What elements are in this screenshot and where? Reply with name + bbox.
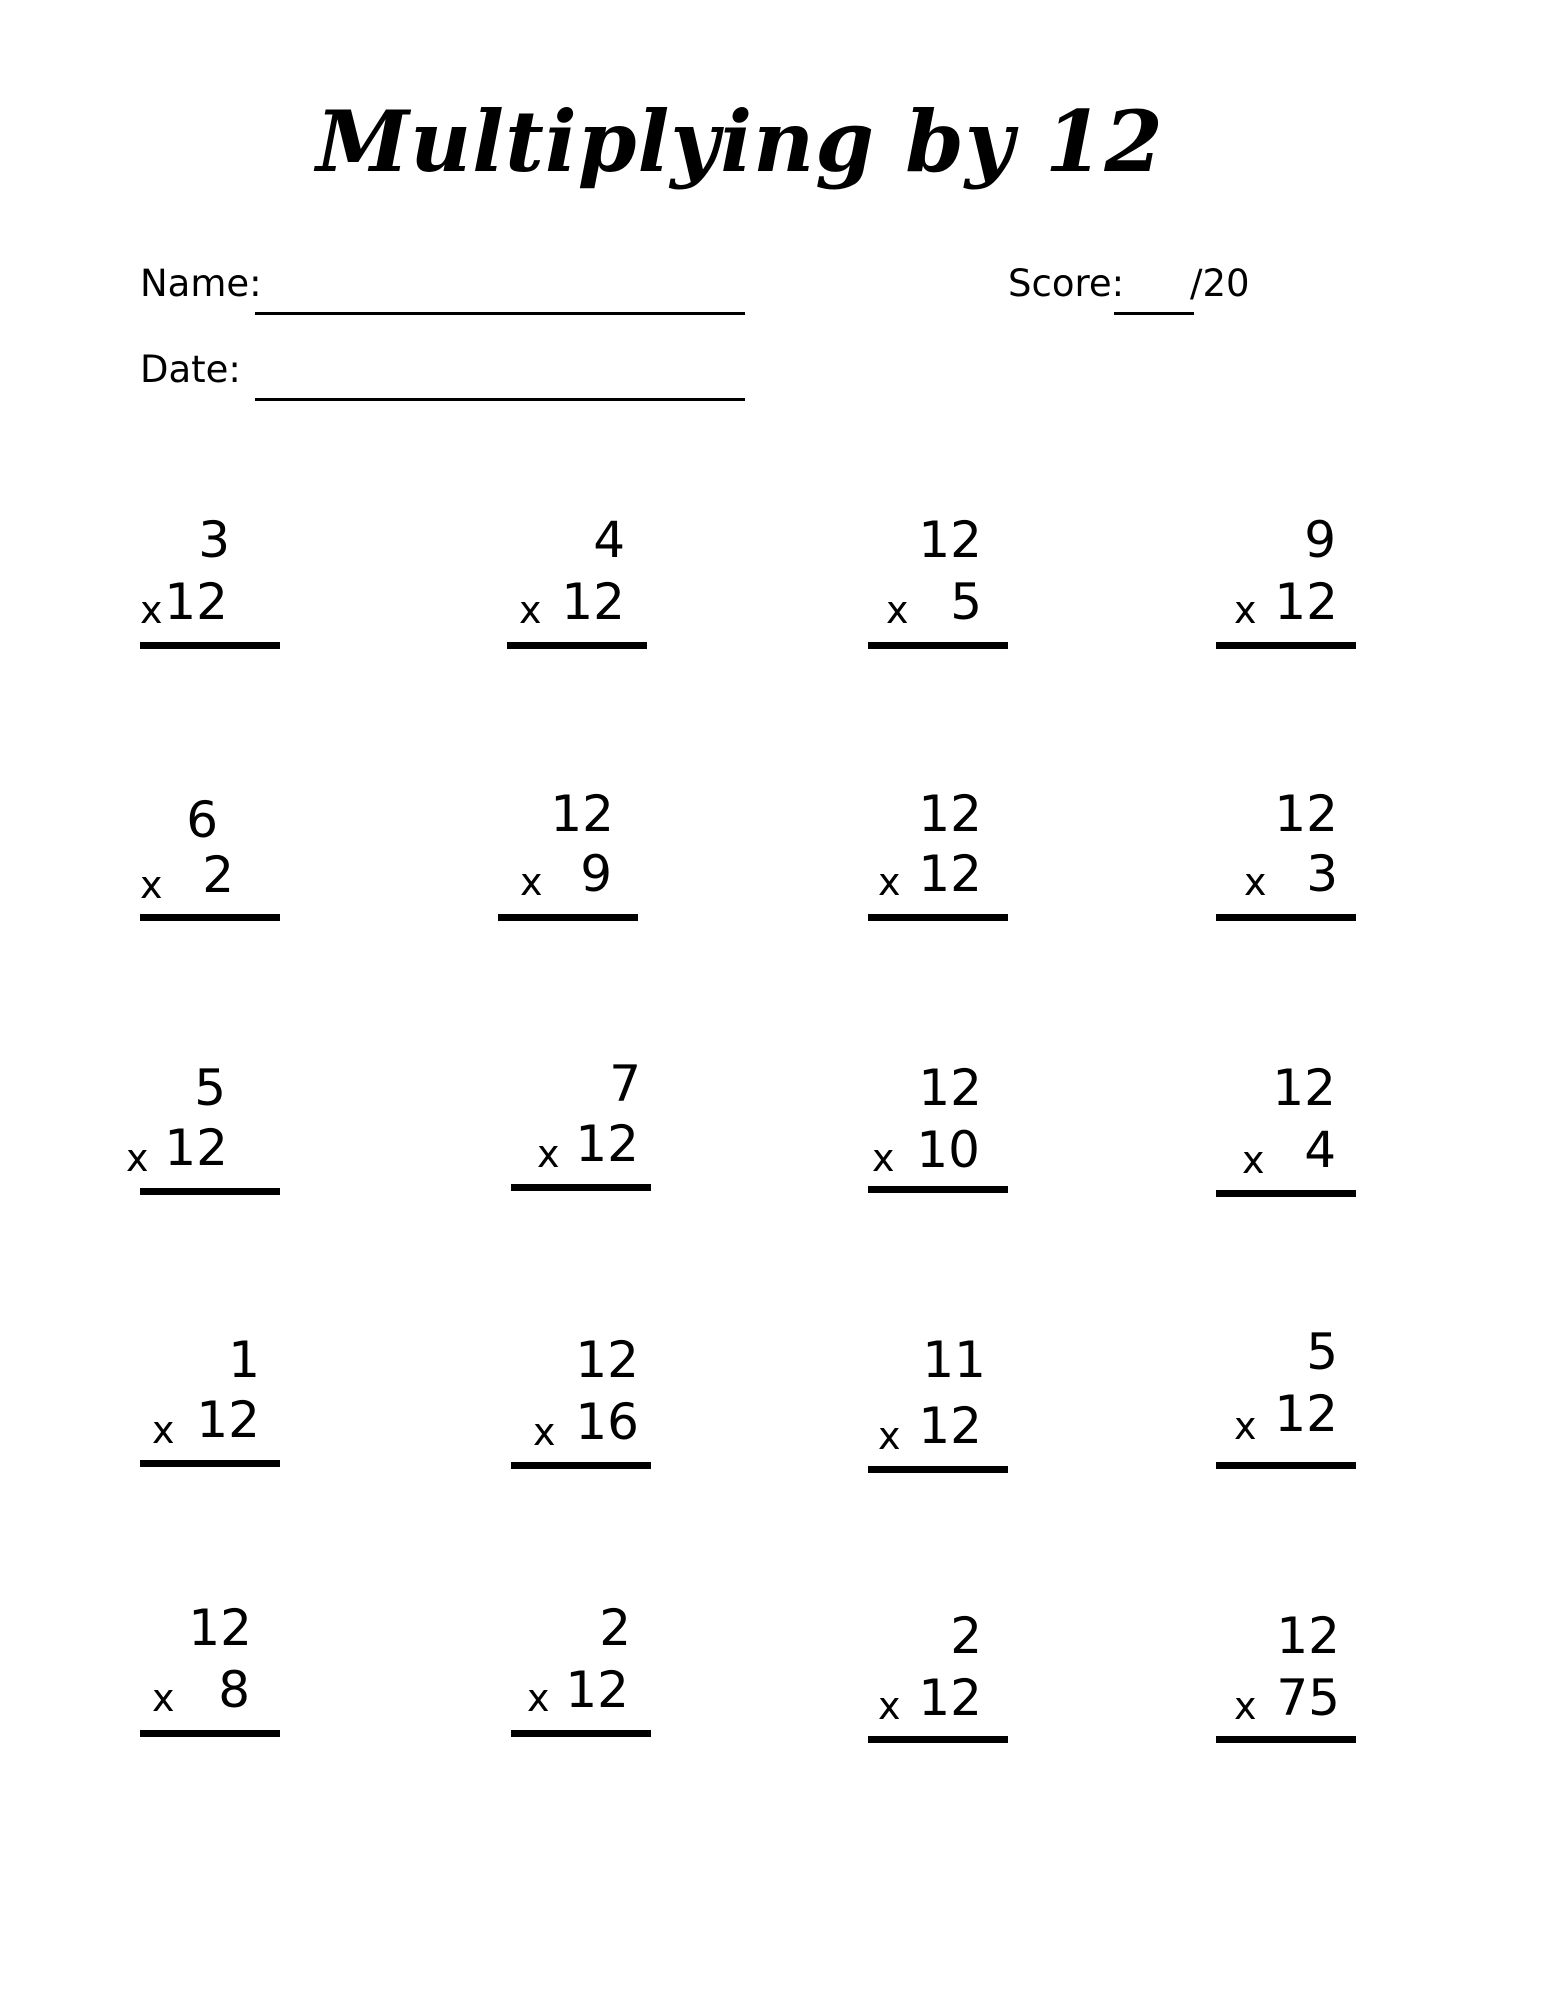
- problem-top-number: 4: [593, 511, 625, 569]
- problem-bottom-number: 12: [918, 845, 982, 903]
- problem-bottom-number: 2: [202, 846, 234, 904]
- answer-line: [1216, 1462, 1356, 1469]
- problem-top-number: 9: [1304, 511, 1336, 569]
- answer-line: [868, 914, 1008, 921]
- multiply-sign: x: [140, 588, 163, 632]
- problem-bottom-number: 12: [164, 1119, 228, 1177]
- multiply-sign: x: [1242, 1138, 1265, 1182]
- answer-line: [1216, 642, 1356, 649]
- problem-bottom-number: 12: [918, 1669, 982, 1727]
- problem-top-number: 12: [1272, 1059, 1336, 1117]
- multiply-sign: x: [519, 588, 542, 632]
- problem-top-number: 12: [575, 1331, 639, 1389]
- problem-1: [140, 510, 280, 660]
- problem-bottom-number: 12: [918, 1397, 982, 1455]
- answer-line: [868, 1736, 1008, 1743]
- multiply-sign: x: [527, 1676, 550, 1720]
- problem-bottom-number: 12: [196, 1391, 260, 1449]
- problem-18: [511, 1598, 651, 1748]
- problem-6: [498, 784, 638, 934]
- problem-top-number: 6: [186, 791, 218, 849]
- problem-bottom-number: 12: [575, 1115, 639, 1173]
- problem-bottom-number: 12: [565, 1661, 629, 1719]
- multiply-sign: x: [1234, 1404, 1257, 1448]
- problem-bottom-number: 12: [1274, 573, 1338, 631]
- problem-bottom-number: 5: [950, 573, 982, 631]
- problem-11: [868, 1058, 1008, 1208]
- problem-bottom-number: 12: [1274, 1385, 1338, 1443]
- problem-10: [511, 1054, 651, 1204]
- problem-top-number: 12: [188, 1599, 252, 1657]
- name-label: Name:: [140, 262, 262, 305]
- problem-14: [511, 1330, 651, 1480]
- answer-line: [868, 642, 1008, 649]
- answer-line: [1216, 1736, 1356, 1743]
- multiply-sign: x: [152, 1676, 175, 1720]
- problem-4: [1216, 510, 1356, 660]
- problem-top-number: 12: [550, 785, 614, 843]
- problem-9: [126, 1058, 266, 1208]
- problem-bottom-number: 8: [218, 1661, 250, 1719]
- answer-line: [140, 1730, 280, 1737]
- name-field-line[interactable]: [255, 312, 745, 315]
- answer-line: [511, 1462, 651, 1469]
- multiply-sign: x: [126, 1136, 149, 1180]
- answer-line: [511, 1184, 651, 1191]
- problem-top-number: 2: [950, 1607, 982, 1665]
- problem-bottom-number: 12: [164, 573, 228, 631]
- problem-top-number: 7: [609, 1055, 641, 1113]
- problem-top-number: 5: [194, 1059, 226, 1117]
- multiply-sign: x: [1244, 860, 1267, 904]
- problem-top-number: 12: [1274, 785, 1338, 843]
- problem-top-number: 5: [1306, 1323, 1338, 1381]
- answer-line: [140, 1460, 280, 1467]
- problem-16: [1216, 1322, 1356, 1472]
- problem-top-number: 12: [918, 511, 982, 569]
- problem-bottom-number: 75: [1276, 1669, 1340, 1727]
- problem-bottom-number: 12: [561, 573, 625, 631]
- problem-17: [140, 1598, 280, 1748]
- problem-3: [868, 510, 1008, 660]
- answer-line: [140, 1188, 280, 1195]
- answer-line: [140, 642, 280, 649]
- problem-12: [1216, 1058, 1356, 1208]
- answer-line: [498, 914, 638, 921]
- multiply-sign: x: [1234, 1684, 1257, 1728]
- multiply-sign: x: [520, 860, 543, 904]
- multiply-sign: x: [878, 1684, 901, 1728]
- answer-line: [868, 1466, 1008, 1473]
- worksheet-title: Multiplying by 12: [316, 92, 1164, 191]
- problem-top-number: 2: [599, 1599, 631, 1657]
- problem-5: [140, 790, 280, 940]
- problem-7: [868, 784, 1008, 934]
- problem-20: [1216, 1606, 1356, 1756]
- score-total: /20: [1190, 262, 1250, 305]
- score-label: Score:: [1008, 262, 1125, 305]
- multiply-sign: x: [872, 1136, 895, 1180]
- problem-15: [868, 1330, 1008, 1480]
- problem-19: [868, 1606, 1008, 1756]
- problem-bottom-number: 4: [1304, 1121, 1336, 1179]
- problem-top-number: 12: [918, 785, 982, 843]
- problem-bottom-number: 10: [916, 1121, 980, 1179]
- problem-13: [140, 1330, 280, 1480]
- answer-line: [1216, 914, 1356, 921]
- problem-bottom-number: 9: [580, 845, 612, 903]
- problem-top-number: 11: [922, 1331, 986, 1389]
- multiply-sign: x: [1234, 588, 1257, 632]
- problem-bottom-number: 3: [1306, 845, 1338, 903]
- score-field-line[interactable]: [1114, 312, 1194, 315]
- problem-top-number: 3: [198, 511, 230, 569]
- multiply-sign: x: [537, 1132, 560, 1176]
- problem-2: [507, 510, 647, 660]
- problem-top-number: 12: [918, 1059, 982, 1117]
- problem-top-number: 12: [1276, 1607, 1340, 1665]
- multiply-sign: x: [878, 1414, 901, 1458]
- problem-bottom-number: 16: [575, 1393, 639, 1451]
- problem-8: [1216, 784, 1356, 934]
- answer-line: [868, 1186, 1008, 1193]
- date-field-line[interactable]: [255, 398, 745, 401]
- problem-top-number: 1: [228, 1331, 260, 1389]
- multiply-sign: x: [878, 860, 901, 904]
- answer-line: [511, 1730, 651, 1737]
- multiply-sign: x: [886, 588, 909, 632]
- multiply-sign: x: [533, 1410, 556, 1454]
- multiply-sign: x: [140, 863, 163, 907]
- multiply-sign: x: [152, 1408, 175, 1452]
- date-label: Date:: [140, 348, 241, 391]
- answer-line: [507, 642, 647, 649]
- answer-line: [1216, 1190, 1356, 1197]
- answer-line: [140, 914, 280, 921]
